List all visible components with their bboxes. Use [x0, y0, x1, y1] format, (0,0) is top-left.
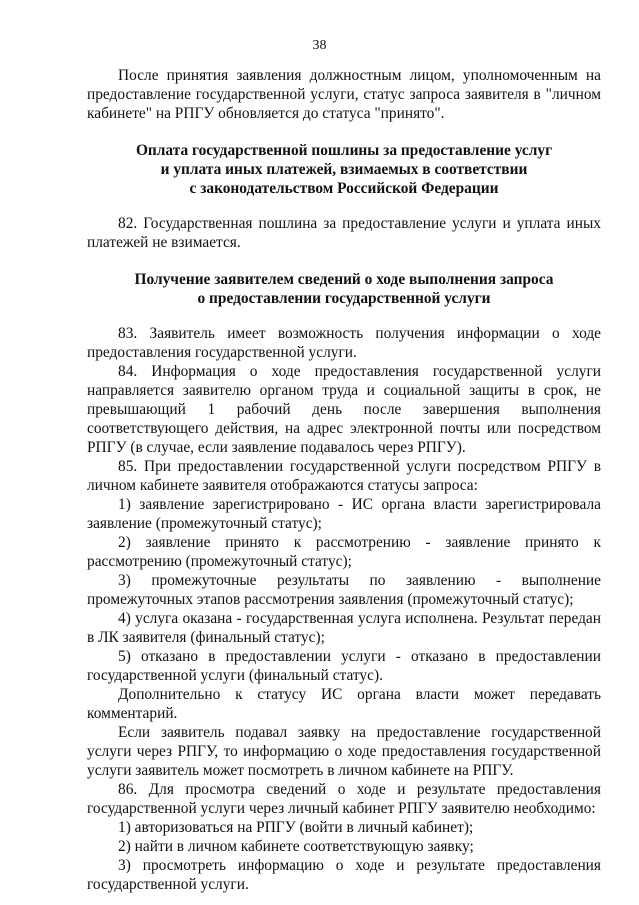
step-item: 3) просмотреть информацию о ходе и результате предоставления государственной услуги. [87, 857, 601, 893]
heading-line: с законодательством Российской Федерации [189, 180, 499, 197]
paragraph-83: 83. Заявитель имеет возможность получения информации о ходе предоставления государственной услуги. [87, 325, 601, 361]
status-item: 1) заявление зарегистрировано - ИС органа власти зарегистрировала заявление (промежуточный статус); [87, 496, 601, 532]
paragraph-84: 84. Информация о ходе предоставления государственной услуги направляется заявителю органом труда и социальной защиты в срок, не превышающий 1 рабочий день после завершения выполнения соответствующего действия, на адрес электронной почты или посредством РПГУ (в случае, если заявление подавалось через РПГУ). [87, 363, 601, 456]
step-item: 1) авторизоваться на РПГУ (войти в личный кабинет); [118, 819, 474, 836]
step-item: 2) найти в личном кабинете соответствующую заявку; [118, 838, 474, 855]
status-item: 3) промежуточные результаты по заявлению - выполнение промежуточных этапов рассмотрения заявления (промежуточный статус); [87, 572, 601, 608]
intro-paragraph: После принятия заявления должностным лицом, уполномоченным на предоставление государственной услуги, статус запроса заявителя в "личном кабинете" на РПГУ обновляется до статуса "принято". [87, 67, 601, 122]
rpgu-paragraph: Если заявитель подавал заявку на предоставление государственной услуги через РПГУ, то информацию о ходе предоставления государственной услуги заявитель может посмотреть в личном кабинете на РПГУ. [87, 724, 601, 779]
paragraph-82: 82. Государственная пошлина за предоставление услуги и уплата иных платежей не взимается. [87, 215, 601, 251]
heading-line: о предоставлении государственной услуги [197, 290, 491, 307]
heading-line: Оплата государственной пошлины за предоставление услуг [135, 142, 553, 159]
page-content [87, 66, 601, 894]
page-number: 38 [312, 38, 327, 53]
section-heading-fee [87, 141, 601, 198]
paragraph-86: 86. Для просмотра сведений о ходе и результате предоставления государственной услуги через личный кабинет РПГУ заявителю необходимо: [87, 781, 601, 817]
heading-line: Получение заявителем сведений о ходе выполнения запроса [134, 271, 554, 288]
section-heading-status-info [87, 270, 601, 308]
status-item: 5) отказано в предоставлении услуги - отказано в предоставлении государственной услуги (финальный статус). [87, 648, 601, 684]
heading-line: и уплата иных платежей, взимаемых в соответствии [160, 161, 528, 178]
paragraph-85: 85. При предоставлении государственной услуги посредством РПГУ в личном кабинете заявителя отображаются статусы запроса: [87, 458, 601, 494]
additional-paragraph: Дополнительно к статусу ИС органа власти может передавать комментарий. [87, 686, 601, 722]
status-item: 2) заявление принято к рассмотрению - заявление принято к рассмотрению (промежуточный статус); [87, 534, 601, 570]
status-item: 4) услуга оказана - государственная услуга исполнена. Результат передан в ЛК заявителя (финальный статус); [87, 610, 601, 646]
